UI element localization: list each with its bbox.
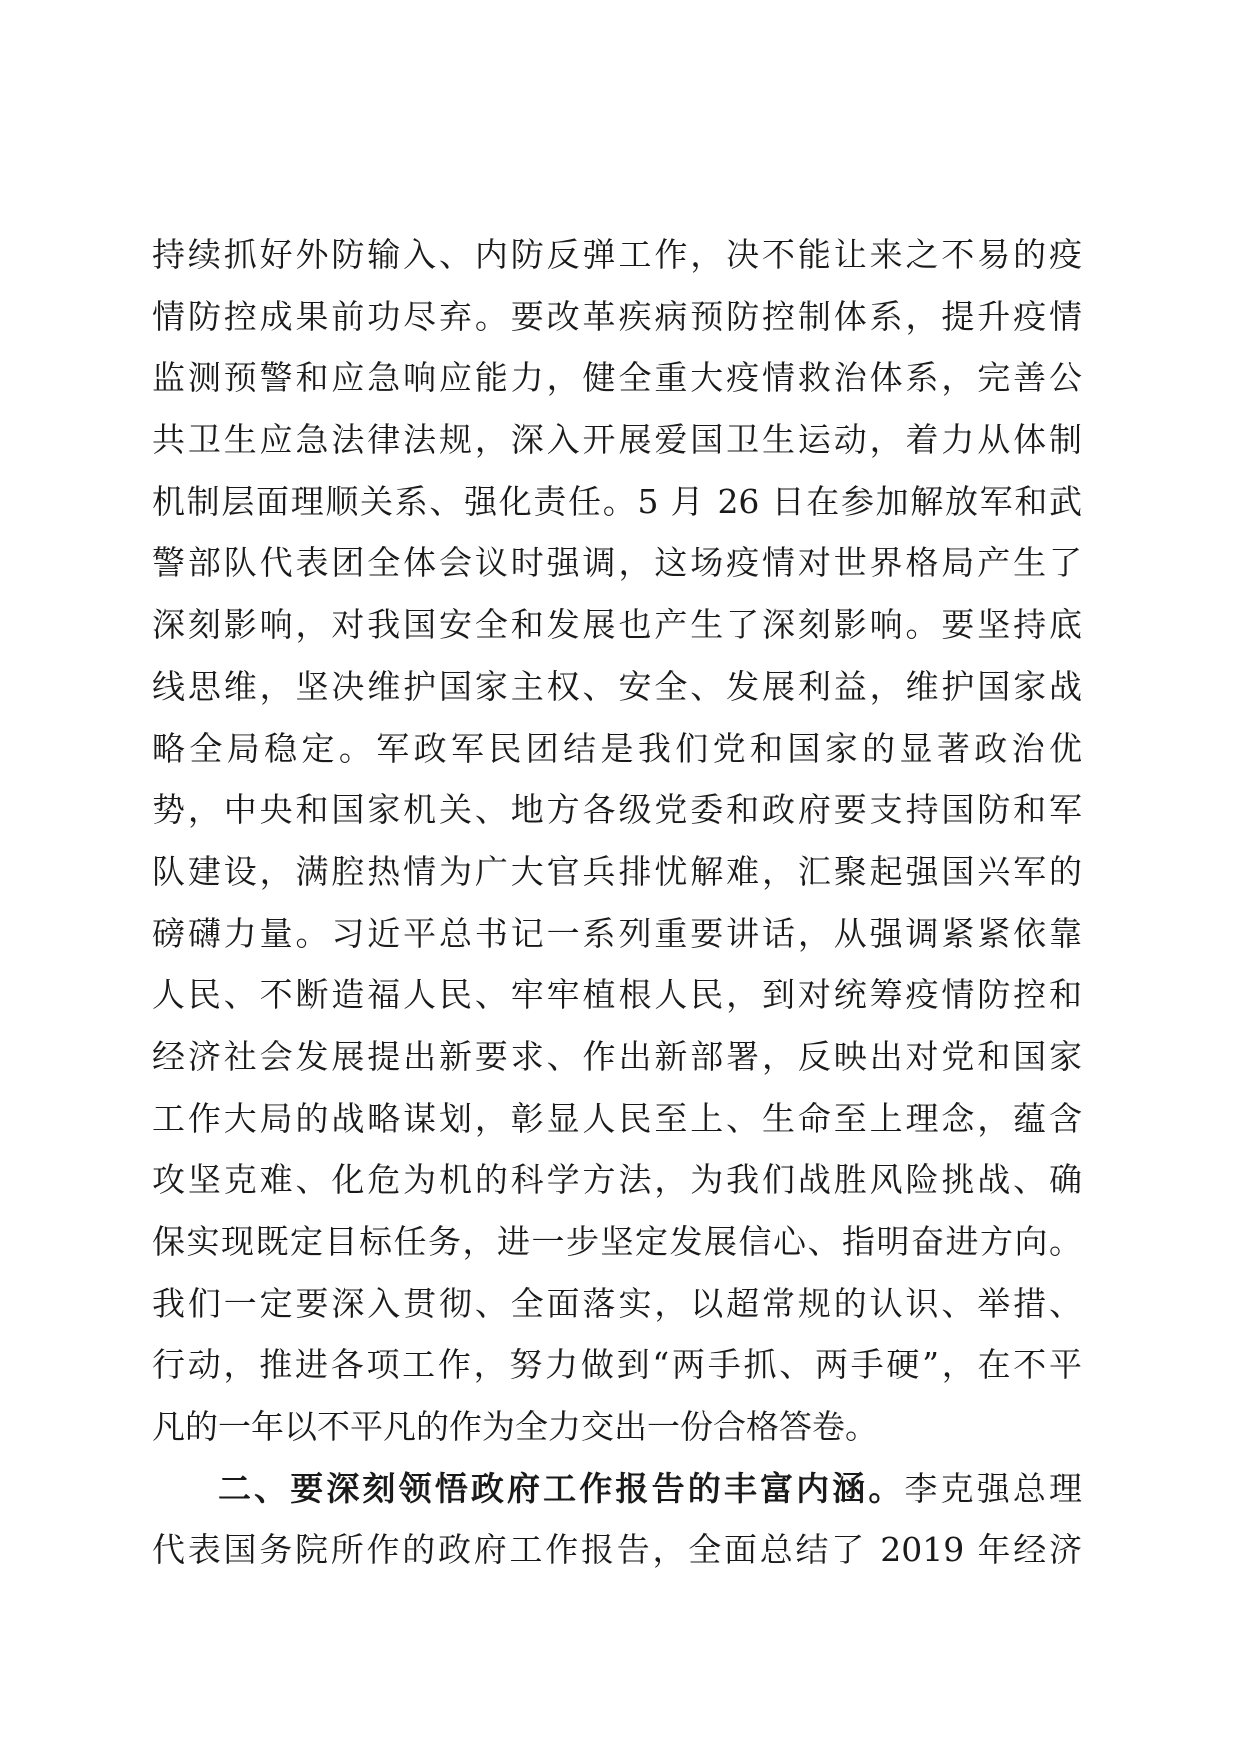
text-line: 行动，推进各项工作，努力做到“两手抓、两手硬”，在不平 xyxy=(152,1345,1082,1385)
text-line: 持续抓好外防输入、内防反弹工作，决不能让来之不易的疫 xyxy=(152,235,1082,274)
text-line: 我们一定要深入贯彻、全面落实，以超常规的认识、举措、 xyxy=(152,1283,1082,1323)
text-line: 监测预警和应急响应能力，健全重大疫情救治体系，完善公 xyxy=(152,358,1082,398)
text-line: 警部队代表团全体会议时强调，这场疫情对世界格局产生了 xyxy=(152,543,1082,583)
text-line: 工作大局的战略谋划，彰显人民至上、生命至上理念，蕴含 xyxy=(152,1098,1082,1138)
text-line: 深刻影响，对我国安全和发展也产生了深刻影响。要坚持底 xyxy=(152,605,1082,645)
paragraph-1 xyxy=(152,224,1082,1458)
text-line: 共卫生应急法律法规，深入开展爱国卫生运动，着力从体制 xyxy=(152,420,1082,460)
text-line: 略全局稳定。军政军民团结是我们党和国家的显著政治优 xyxy=(152,728,1082,768)
paragraph-2 xyxy=(152,1458,1082,1581)
text-line: 人民、不断造福人民、牢牢植根人民，到对统筹疫情防控和 xyxy=(152,975,1082,1015)
text-line: 磅礴力量。习近平总书记一系列重要讲话，从强调紧紧依靠 xyxy=(152,913,1082,953)
text-line: 情防控成果前功尽弃。要改革疾病预防控制体系，提升疫情 xyxy=(152,296,1082,336)
text-line: 凡的一年以不平凡的作为全力交出一份合格答卷。 xyxy=(152,1407,878,1447)
body-text xyxy=(152,224,1082,1581)
text-line: 保实现既定目标任务，进一步坚定发展信心、指明奋进方向。 xyxy=(152,1222,1082,1261)
section-heading: 二、要深刻领悟政府工作报告的丰富内涵。 xyxy=(218,1468,905,1508)
text-line: 攻坚克难、化危为机的科学方法，为我们战胜风险挑战、确 xyxy=(152,1160,1082,1200)
text-line: 线思维，坚决维护国家主权、安全、发展利益，维护国家战 xyxy=(152,666,1082,706)
text-line: 代表国务院所作的政府工作报告，全面总结了 2019 年经济 xyxy=(152,1530,1082,1570)
text-line xyxy=(152,1458,1082,1520)
heading-line-rest: 李克强总理 xyxy=(904,1468,1082,1508)
text-line: 势，中央和国家机关、地方各级党委和政府要支持国防和军 xyxy=(152,790,1082,830)
text-line: 经济社会发展提出新要求、作出新部署，反映出对党和国家 xyxy=(152,1036,1082,1076)
text-line: 机制层面理顺关系、强化责任。5 月 26 日在参加解放军和武 xyxy=(152,481,1082,521)
text-line: 队建设，满腔热情为广大官兵排忧解难，汇聚起强国兴军的 xyxy=(152,851,1082,891)
